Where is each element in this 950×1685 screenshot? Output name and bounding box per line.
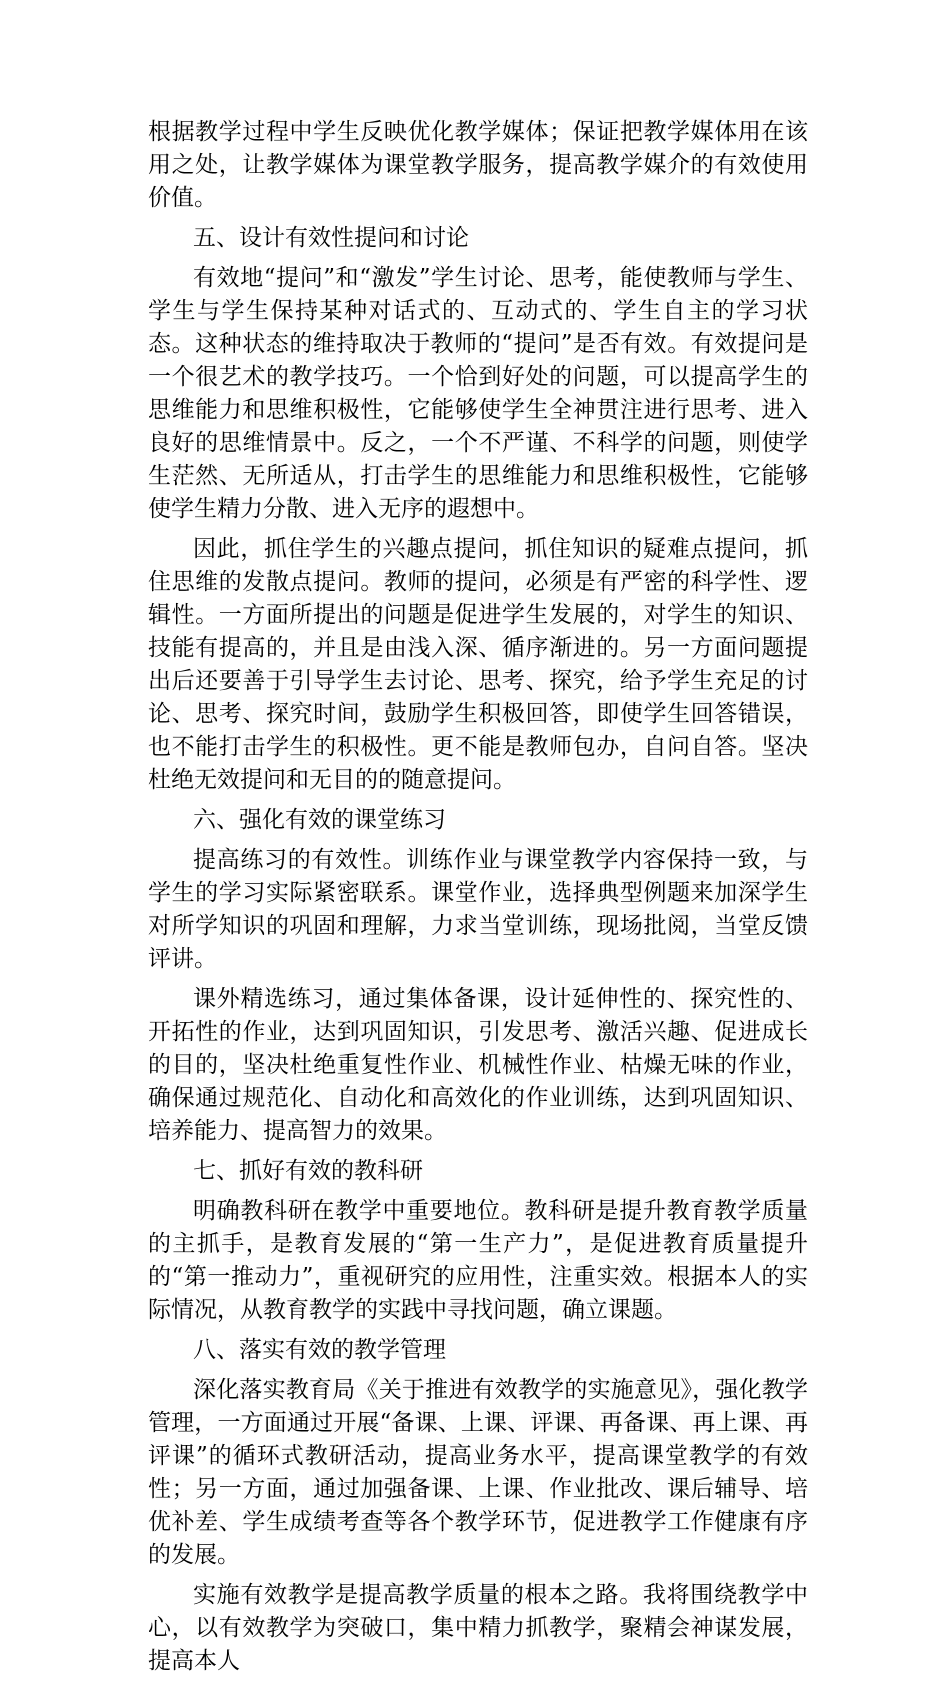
paragraph: 提高练习的有效性。训练作业与课堂教学内容保持一致，与学生的学习实际紧密联系。课堂作业，选择典型例题来加深学生对所学知识的巩固和理解，力求当堂训练，现场批阅，当堂反馈评讲。 — [148, 847, 808, 972]
paragraph: 有效地“提问”和“激发”学生讨论、思考，能使教师与学生、学生与学生保持某种对话式的、互动式的、学生自主的学习状态。这种状态的维持取决于教师的“提问”是否有效。有效提问是一个很艺术的教学技巧。一个恰到好处的问题，可以提高学生的思维能力和思维积极性，它能够使学生全神贯注进行思考、进入良好的思维情景中。反之，一个不严谨、不科学的问题，则使学生茫然、无所适从，打击学生的思维能力和思维积极性，它能够使学生精力分散、进入无序的遐想中。 — [148, 265, 808, 522]
section-heading: 五、设计有效性提问和讨论 — [193, 225, 469, 251]
section-heading: 六、强化有效的课堂练习 — [193, 807, 446, 833]
document-page — [148, 116, 808, 1685]
paragraph: 课外精选练习，通过集体备课，设计延伸性的、探究性的、开拓性的作业，达到巩固知识，引发思考、激活兴趣、促进成长的目的，坚决杜绝重复性作业、机械性作业、枯燥无味的作业，确保通过规范化、自动化和高效化的作业训练，达到巩固知识、培养能力、提高智力的效果。 — [148, 986, 808, 1144]
paragraph: 根据教学过程中学生反映优化教学媒体；保证把教学媒体用在该用之处，让教学媒体为课堂教学服务，提高教学媒介的有效使用价值。 — [148, 119, 808, 211]
paragraph: 因此，抓住学生的兴趣点提问，抓住知识的疑难点提问，抓住思维的发散点提问。教师的提问，必须是有严密的科学性、逻辑性。一方面所提出的问题是促进学生发展的，对学生的知识、技能有提高的，并且是由浅入深、循序渐进的。另一方面问题提出后还要善于引导学生去讨论、思考、探究，给予学生充足的讨论、思考、探究时间，鼓励学生积极回答，即使学生回答错误，也不能打击学生的积极性。更不能是教师包办，自问自答。坚决杜绝无效提问和无目的的随意提问。 — [148, 536, 808, 793]
section-heading: 八、落实有效的教学管理 — [193, 1337, 446, 1363]
paragraph: 深化落实教育局《关于推进有效教学的实施意见》，强化教学管理，一方面通过开展“备课、上课、评课、再备课、再上课、再评课”的循环式教研活动，提高业务水平，提高课堂教学的有效性；另一方面，通过加强备课、上课、作业批改、课后辅导、培优补差、学生成绩考查等各个教学环节，促进教学工作健康有序的发展。 — [148, 1377, 808, 1568]
section-heading: 七、抓好有效的教科研 — [193, 1158, 423, 1184]
paragraph: 实施有效教学是提高教学质量的根本之路。我将围绕教学中心，以有效教学为突破口，集中精力抓教学，聚精会神谋发展，提高本人 — [148, 1582, 808, 1674]
paragraph: 明确教科研在教学中重要地位。教科研是提升教育教学质量的主抓手，是教育发展的“第一生产力”，是促进教育质量提升的“第一推动力”，重视研究的应用性，注重实效。根据本人的实际情况，从教育教学的实践中寻找问题，确立课题。 — [148, 1198, 808, 1323]
